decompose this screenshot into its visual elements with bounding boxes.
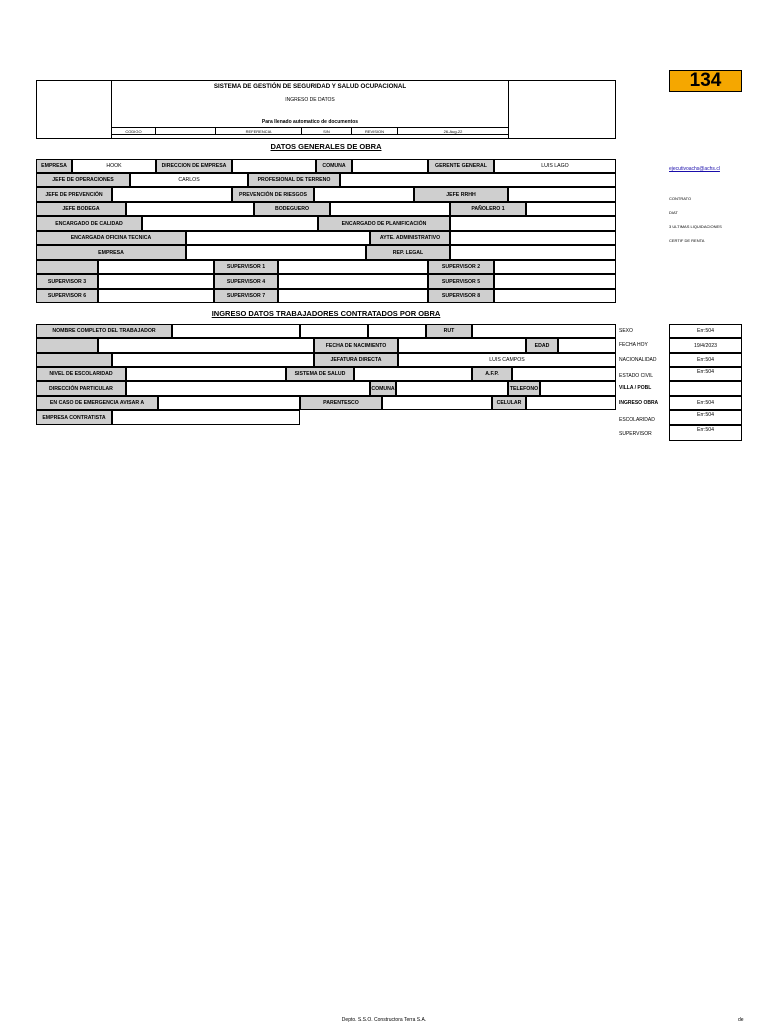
empresa-contratista-label: EMPRESA CONTRATISTA [36, 410, 112, 425]
emergencia-label: EN CASO DE EMERGENCIA AVISAR A [36, 396, 158, 410]
parentesco-field[interactable] [382, 396, 492, 410]
celular-label: CELULAR [492, 396, 526, 410]
supervisor-5-label: SUPERVISOR 5 [428, 274, 494, 289]
ayte-administrativo-field[interactable] [450, 231, 616, 245]
encargado-planificacion-field[interactable] [450, 216, 616, 231]
supervisor-2-field[interactable] [494, 260, 616, 274]
diat-note: DIAT [669, 210, 678, 215]
header-logo-area [36, 80, 112, 139]
jefe-prevencion-field[interactable] [112, 187, 232, 202]
encargado-calidad-label: ENCARGADO DE CALIDAD [36, 216, 142, 231]
contrato-note: CONTRATO [669, 196, 692, 201]
liquidaciones-note: 3 ULTIMAS LIQUIDACIONES [669, 224, 722, 229]
direccion-particular-field[interactable] [126, 381, 370, 396]
supervisor-6-label: SUPERVISOR 6 [36, 289, 98, 303]
sexo-label: SEXO [619, 328, 633, 334]
nombre-trabajador-field[interactable] [172, 324, 300, 338]
rut-label: RUT [426, 324, 472, 338]
supervisor-label: SUPERVISOR [619, 431, 652, 437]
sn-field[interactable]: S/N [302, 127, 352, 135]
panolero-label: PAÑOLERO 1 [450, 202, 526, 216]
codigo-label: CODIGO [112, 127, 156, 135]
profesional-terreno-field[interactable] [340, 173, 616, 187]
ayte-administrativo-label: AYTE. ADMINISTRATIVO [370, 231, 450, 245]
empresa-legal-field[interactable] [186, 245, 366, 260]
document-number-badge: 134 [669, 70, 742, 92]
comuna-trabajador-label: COMUNA [370, 381, 396, 396]
nacionalidad-label: NACIONALIDAD [619, 357, 657, 363]
revision-date: 26-Aug-22 [398, 127, 508, 135]
nombre-trabajador-field-3[interactable] [368, 324, 426, 338]
empresa-field[interactable]: HOOK [72, 159, 156, 173]
encargada-oficina-field[interactable] [186, 231, 370, 245]
supervisor-2-label: SUPERVISOR 2 [428, 260, 494, 274]
nivel-escolaridad-label: NIVEL DE ESCOLARIDAD [36, 367, 126, 381]
nacionalidad-field[interactable]: Err:504 [669, 353, 742, 367]
jefe-operaciones-field[interactable]: CARLOS [130, 173, 248, 187]
certif-renta-note: CERTIF DE RENTA [669, 238, 705, 243]
fecha-nacimiento-label: FECHA DE NACIMIENTO [314, 338, 398, 353]
jefe-rrhh-field[interactable] [508, 187, 616, 202]
prevencion-riesgos-field[interactable] [314, 187, 414, 202]
supervisor-7-label: SUPERVISOR 7 [214, 289, 278, 303]
rut-field[interactable] [472, 324, 616, 338]
supervisor-6-field[interactable] [98, 289, 214, 303]
escolaridad-label: ESCOLARIDAD [619, 417, 655, 423]
jefe-operaciones-label: JEFE DE OPERACIONES [36, 173, 130, 187]
row2-blank-field[interactable] [98, 338, 314, 353]
jefe-bodega-field[interactable] [126, 202, 254, 216]
gerente-general-label: GERENTE GENERAL [428, 159, 494, 173]
parentesco-label: PARENTESCO [300, 396, 382, 410]
bodeguero-label: BODEGUERO [254, 202, 330, 216]
telefono-field[interactable] [540, 381, 616, 396]
comuna-trabajador-field[interactable] [396, 381, 508, 396]
supervisor-3-field[interactable] [98, 274, 214, 289]
supervisor-blank-label [36, 260, 98, 274]
estado-civil-label: ESTADO CIVIL [619, 373, 654, 379]
direccion-particular-label: DIRECCIÓN PARTICULAR [36, 381, 126, 396]
direccion-empresa-field[interactable] [232, 159, 316, 173]
fecha-hoy-field[interactable]: 19/4/2023 [669, 338, 742, 353]
supervisor-8-label: SUPERVISOR 8 [428, 289, 494, 303]
prevencion-riesgos-label: PREVENCIÓN DE RIESGOS [232, 187, 314, 202]
jefe-bodega-label: JEFE BODEGA [36, 202, 126, 216]
nombre-trabajador-field-2[interactable] [300, 324, 368, 338]
bodeguero-field[interactable] [330, 202, 450, 216]
header-right-area [508, 80, 616, 139]
section-title-obra: DATOS GENERALES DE OBRA [270, 142, 382, 151]
emergencia-field[interactable] [158, 396, 300, 410]
supervisor-1-label: SUPERVISOR 1 [214, 260, 278, 274]
header-subtitle: INGRESO DE DATOS [285, 97, 335, 103]
row2-blank-label [36, 338, 98, 353]
jefatura-directa-field[interactable]: LUIS CAMPOS [398, 353, 616, 367]
profesional-terreno-label: PROFESIONAL DE TERRENO [248, 173, 340, 187]
empresa-label: EMPRESA [36, 159, 72, 173]
supervisor-8-field[interactable] [494, 289, 616, 303]
afp-field[interactable] [512, 367, 616, 381]
sistema-salud-field[interactable] [354, 367, 472, 381]
rep-legal-label: REP. LEGAL [366, 245, 450, 260]
ingreso-obra-field[interactable]: Err:504 [669, 396, 742, 410]
row3-blank-field[interactable] [112, 353, 314, 367]
edad-field[interactable] [558, 338, 616, 353]
empresa-legal-label: EMPRESA [36, 245, 186, 260]
footer-page-de: de [738, 1017, 744, 1023]
encargada-oficina-label: ENCARGADA OFICINA TECNICA [36, 231, 186, 245]
telefono-label: TELEFONO [508, 381, 540, 396]
fecha-nacimiento-field[interactable] [398, 338, 526, 353]
jefe-prevencion-label: JEFE DE PREVENCIÓN [36, 187, 112, 202]
sistema-salud-label: SISTEMA DE SALUD [286, 367, 354, 381]
direccion-empresa-label: DIRECCION DE EMPRESA [156, 159, 232, 173]
footer-text: Depto. S.S.O. Constructora Terra S.A. [341, 1017, 427, 1023]
codigo-field[interactable] [156, 127, 216, 135]
supervisor-5-field[interactable] [494, 274, 616, 289]
jefatura-directa-label: JEFATURA DIRECTA [314, 353, 398, 367]
referencia-label: REFERENCIA [216, 127, 302, 135]
row3-blank-label [36, 353, 112, 367]
system-title: SISTEMA DE GESTIÓN DE SEGURIDAD Y SALUD OCUPACIONAL [213, 83, 407, 90]
revision-label: REVISION [352, 127, 398, 135]
encargado-calidad-field[interactable] [142, 216, 318, 231]
nombre-trabajador-label: NOMBRE COMPLETO DEL TRABAJADOR [36, 324, 172, 338]
edad-label: EDAD [526, 338, 558, 353]
afp-label: A.F.P. [472, 367, 512, 381]
empresa-contratista-field[interactable] [112, 410, 300, 425]
gerente-general-field[interactable]: LUIS LAGO [494, 159, 616, 173]
supervisor-blank-field[interactable] [98, 260, 214, 274]
celular-field[interactable] [526, 396, 616, 410]
ingreso-obra-label: INGRESO OBRA [619, 400, 659, 406]
nivel-escolaridad-field[interactable] [126, 367, 286, 381]
email-link[interactable]: ejecutivoachs@achs.cl [669, 166, 720, 172]
villa-label: VILLA / POBL [619, 385, 652, 391]
encargado-planificacion-label: ENCARGADO DE PLANIFICACIÓN [318, 216, 450, 231]
supervisor-1-field[interactable] [278, 260, 428, 274]
comuna-obra-field[interactable] [352, 159, 428, 173]
supervisor-7-field[interactable] [278, 289, 428, 303]
villa-field[interactable] [669, 381, 742, 396]
section-title-trabajadores: INGRESO DATOS TRABAJADORES CONTRATADOS POR OBRA [211, 309, 441, 318]
comuna-obra-label: COMUNA [316, 159, 352, 173]
fecha-hoy-label: FECHA HOY [619, 342, 648, 348]
supervisor-4-label: SUPERVISOR 4 [214, 274, 278, 289]
jefe-rrhh-label: JEFE RRHH [414, 187, 508, 202]
rep-legal-field[interactable] [450, 245, 616, 260]
estado-civil-field[interactable]: Err:504 [669, 367, 742, 381]
escolaridad-field[interactable]: Err:504 [669, 410, 742, 425]
supervisor-4-field[interactable] [278, 274, 428, 289]
supervisor-field[interactable]: Err:504 [669, 425, 742, 441]
supervisor-3-label: SUPERVISOR 3 [36, 274, 98, 289]
header-note: Para llenado automatico de documentos [261, 119, 359, 125]
sexo-field[interactable]: Err:504 [669, 324, 742, 338]
panolero-field[interactable] [526, 202, 616, 216]
